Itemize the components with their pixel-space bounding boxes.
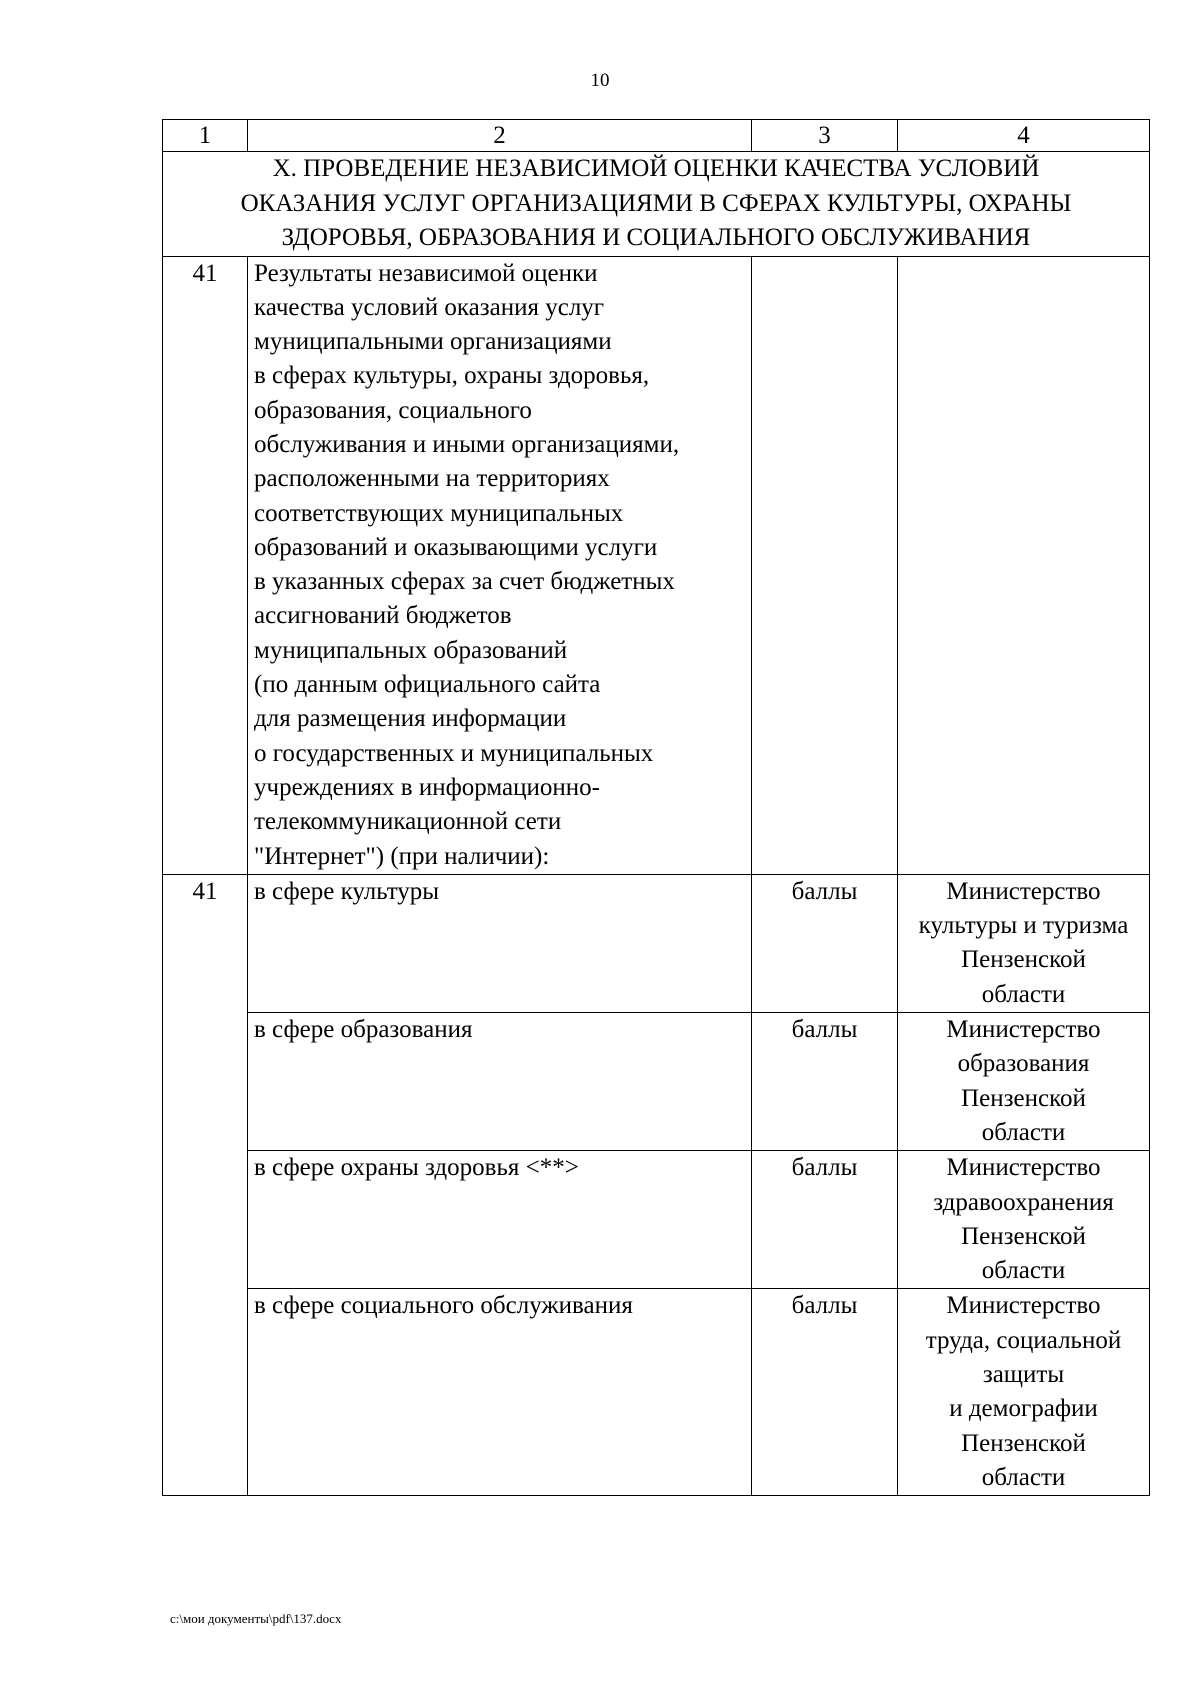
header-col-1: 1 (163, 120, 248, 152)
table-header-row (163, 120, 1150, 152)
indicator-table (162, 119, 1150, 1496)
section-title (163, 152, 1150, 257)
description-line: учреждениях в информационно- (254, 773, 600, 801)
ministry-line: Министерство (946, 1292, 1101, 1320)
ministry-line: образования (957, 1050, 1090, 1078)
description-line: образований и оказывающими услуги (254, 533, 658, 561)
table-row-health (163, 1151, 1150, 1289)
description-line: качества условий оказания услуг (254, 293, 605, 321)
description-line: о государственных и муниципальных (254, 739, 654, 767)
ministry-line: культуры и туризма (918, 912, 1129, 940)
ministry-line: области (981, 1118, 1066, 1146)
ministry-line: Пензенской (961, 1222, 1086, 1250)
description-line: муниципальных образований (254, 636, 568, 664)
description-line: ассигнований бюджетов (254, 602, 512, 630)
ministry-line: области (981, 1257, 1066, 1285)
description-line: расположенными на территориях (254, 465, 610, 493)
section-row (163, 152, 1150, 257)
header-col-3: 3 (752, 120, 898, 152)
row-number: 41 (163, 256, 248, 874)
section-title-line: ЗДОРОВЬЯ, ОБРАЗОВАНИЯ И СОЦИАЛЬНОГО ОБСЛУЖИВАНИЯ (281, 224, 1031, 251)
unit-label: баллы (752, 1289, 898, 1496)
unit-label: баллы (752, 1151, 898, 1289)
ministry-line: Пензенской (961, 1084, 1086, 1112)
header-col-2: 2 (248, 120, 752, 152)
sphere-label: в сфере образования (248, 1013, 752, 1151)
description-line: соответствующих муниципальных (254, 499, 624, 527)
file-path-footer: c:\мои документы\pdf\137.docx (170, 1611, 342, 1626)
ministry-line: здравоохранения (933, 1188, 1114, 1216)
description-line: образования, социального (254, 396, 532, 424)
sphere-label: в сфере социального обслуживания (248, 1289, 752, 1496)
unit-label: баллы (752, 874, 898, 1012)
description-line: в указанных сферах за счет бюджетных (254, 568, 675, 596)
header-col-4: 4 (898, 120, 1150, 152)
page-number: 10 (590, 70, 610, 91)
responsible-ministry (898, 874, 1150, 1012)
ministry-line: Пензенской (961, 946, 1086, 974)
responsible-ministry (898, 1013, 1150, 1151)
table-row-education (163, 1013, 1150, 1151)
description-line: "Интернет") (при наличии): (254, 842, 550, 870)
description-line: телекоммуникационной сети (254, 808, 562, 836)
section-title-line: ОКАЗАНИЯ УСЛУГ ОРГАНИЗАЦИЯМИ В СФЕРАХ КУЛЬТУРЫ, ОХРАНЫ (240, 189, 1072, 217)
unit-label: баллы (752, 1013, 898, 1151)
description-line: муниципальными организациями (254, 328, 612, 356)
indicator-description (248, 256, 752, 874)
responsible-ministry (898, 1151, 1150, 1289)
sphere-label: в сфере охраны здоровья <**> (248, 1151, 752, 1289)
ministry-line: Пензенской (961, 1429, 1086, 1457)
responsible-cell-empty (898, 256, 1150, 874)
description-line: Результаты независимой оценки (254, 259, 598, 287)
ministry-line: Министерство (946, 877, 1101, 905)
ministry-line: области (981, 980, 1066, 1008)
table-row-culture (163, 874, 1150, 1012)
description-line: для размещения информации (254, 705, 567, 733)
ministry-line: защиты (982, 1361, 1065, 1388)
table-row-social-service (163, 1289, 1150, 1496)
ministry-line: труда, социальной (925, 1326, 1122, 1354)
ministry-line: области (981, 1463, 1066, 1491)
ministry-line: Министерство (946, 1016, 1101, 1044)
description-line: (по данным официального сайта (254, 671, 601, 699)
description-line: обслуживания и иными организациями, (254, 430, 680, 458)
sphere-label: в сфере культуры (248, 874, 752, 1012)
ministry-line: Министерство (946, 1154, 1101, 1182)
ministry-line: и демографии (949, 1395, 1098, 1423)
description-line: в сферах культуры, охраны здоровья, (254, 362, 650, 390)
unit-cell-empty (752, 256, 898, 874)
section-title-line: X. ПРОВЕДЕНИЕ НЕЗАВИСИМОЙ ОЦЕНКИ КАЧЕСТВА УСЛОВИЙ (272, 155, 1040, 182)
row-number: 41 (163, 874, 248, 1495)
responsible-ministry (898, 1289, 1150, 1496)
table-row-intro (163, 256, 1150, 874)
